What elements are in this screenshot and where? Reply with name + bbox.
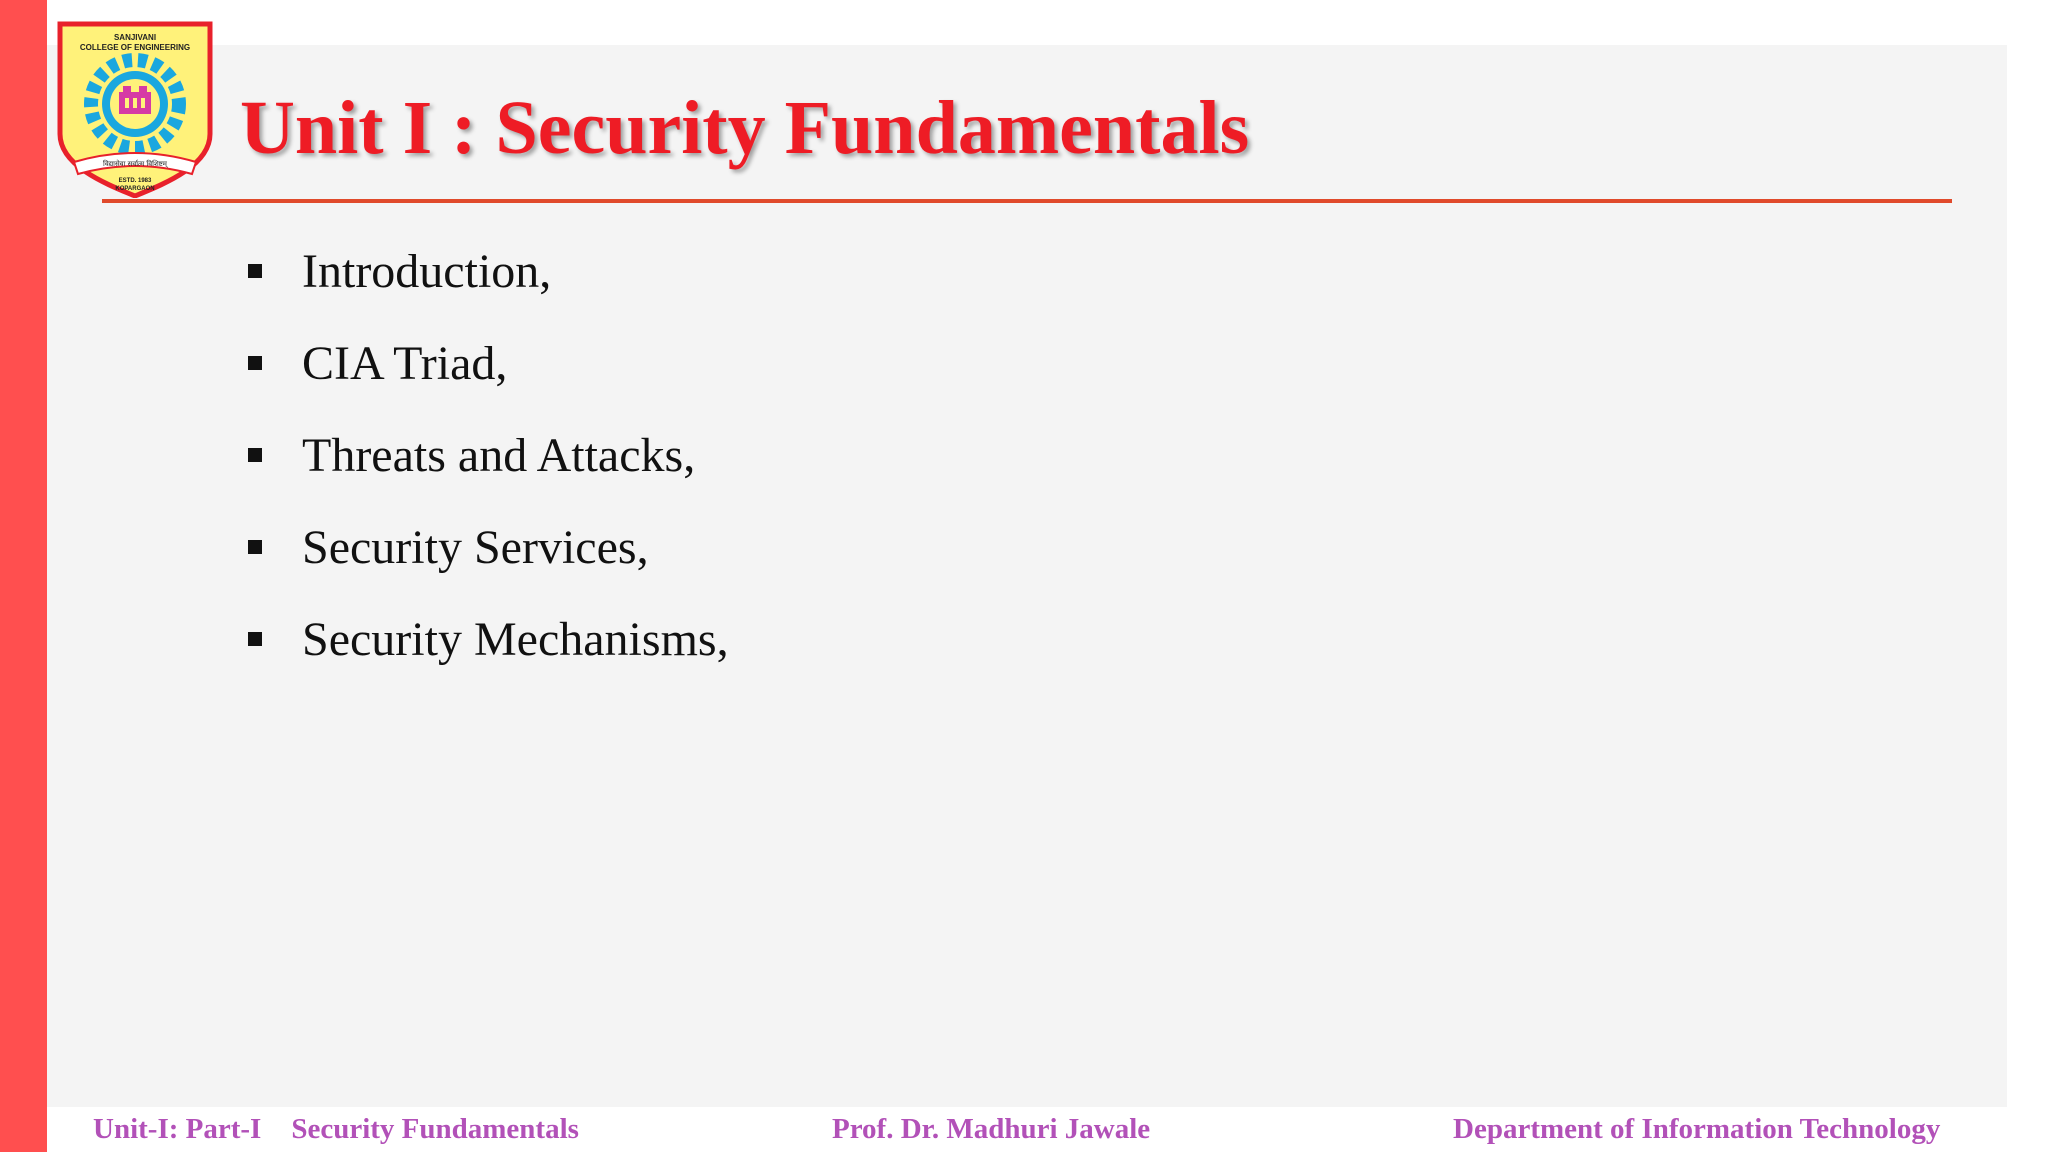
svg-text:ESTD. 1983: ESTD. 1983 (118, 178, 152, 184)
footer-unit: Unit-I: Part-I (93, 1113, 262, 1145)
list-item-text: Security Services, (302, 521, 649, 574)
accent-bar (0, 0, 47, 1152)
bullet-list (240, 234, 729, 694)
svg-text:COLLEGE OF ENGINEERING: COLLEGE OF ENGINEERING (79, 43, 191, 52)
svg-text:विद्यासेवा सर्वात्म विशिष्टम्: विद्यासेवा सर्वात्म विशिष्टम् (103, 160, 167, 168)
list-item (240, 510, 729, 602)
bullet-square-icon (248, 448, 262, 462)
bullet-square-icon (248, 356, 262, 370)
title-divider (102, 199, 1952, 203)
footer-unit-topic (93, 1112, 579, 1146)
footer-topic: Security Fundamentals (291, 1113, 579, 1145)
footer-department: Department of Information Technology (1453, 1113, 1941, 1145)
list-item-text: Threats and Attacks, (302, 429, 696, 482)
bullet-square-icon (248, 540, 262, 554)
svg-text:KOPARGAON: KOPARGAON (115, 186, 155, 192)
list-item-text: CIA Triad, (302, 337, 508, 390)
list-item-text: Security Mechanisms, (302, 613, 729, 666)
list-item (240, 418, 729, 510)
list-item (240, 602, 729, 694)
list-item (240, 234, 729, 326)
bullet-square-icon (248, 632, 262, 646)
slide-title: Unit I : Security Fundamentals (240, 86, 1250, 170)
college-logo (54, 16, 216, 198)
bullet-square-icon (248, 264, 262, 278)
svg-text:SANJIVANI: SANJIVANI (113, 33, 157, 42)
list-item-text: Introduction, (302, 245, 552, 298)
footer-author: Prof. Dr. Madhuri Jawale (832, 1113, 1151, 1145)
list-item (240, 326, 729, 418)
